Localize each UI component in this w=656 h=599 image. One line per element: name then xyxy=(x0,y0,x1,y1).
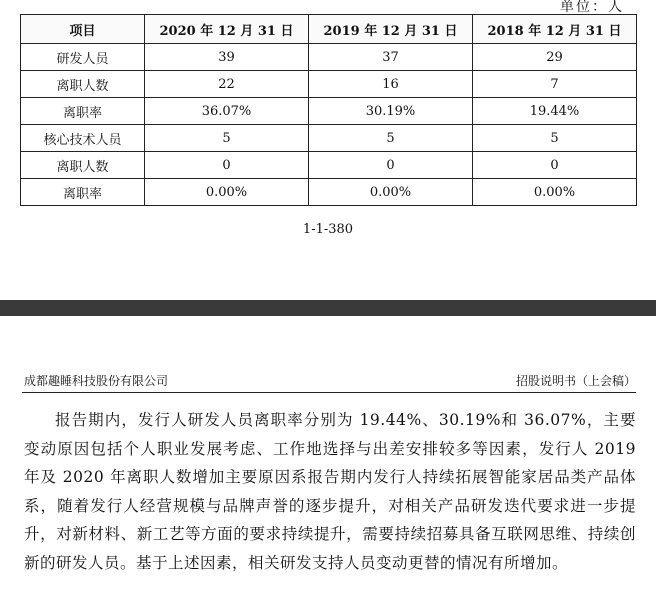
table-row xyxy=(21,44,637,71)
cell-value: 22 xyxy=(145,71,309,98)
row-label: 离职率 xyxy=(21,98,145,125)
cell-value: 19.44% xyxy=(472,98,636,125)
table-row xyxy=(21,125,637,152)
cell-value: 16 xyxy=(309,71,473,98)
header-divider xyxy=(22,392,636,393)
row-label: 研发人员 xyxy=(21,44,145,71)
cell-value: 0 xyxy=(472,152,636,179)
cell-value: 0.00% xyxy=(309,179,473,206)
staff-table xyxy=(20,14,637,206)
cell-value: 5 xyxy=(309,125,473,152)
page-separator xyxy=(0,300,656,316)
cell-value: 30.19% xyxy=(309,98,473,125)
header-item: 项目 xyxy=(21,15,145,44)
table-row xyxy=(21,179,637,206)
page-number: 1-1-380 xyxy=(302,222,354,237)
row-label: 离职人数 xyxy=(21,71,145,98)
row-label: 离职率 xyxy=(21,179,145,206)
body-paragraph: 报告期内，发行人研发人员离职率分别为 19.44%、30.19%和 36.07%，主要变动原因包括个人职业发展考虑、工作地选择与出差安排较多等因素，发行人 2019 年及 2020 年离职人数增加主要原因系报告期内发行人持续拓展智能家居品类产品体系，随着发行人经营规模与品牌声誉的逐步提升，对相关产品研发迭代要求进一步提升，对新材料、新工艺等方面的要求持续提升，需要持续招募具备互联网思维、持续创新的研发人员。基于上述因素，相关研发支持人员变动更替的情况有所增加。 xyxy=(24,411,636,572)
cell-value: 0 xyxy=(145,152,309,179)
cell-value: 29 xyxy=(472,44,636,71)
cell-value: 37 xyxy=(309,44,473,71)
table-row xyxy=(21,71,637,98)
unit-note: 单位：人 xyxy=(560,0,624,15)
table-row xyxy=(21,152,637,179)
cell-value: 0.00% xyxy=(145,179,309,206)
cell-value: 7 xyxy=(472,71,636,98)
table-row xyxy=(21,98,637,125)
row-label: 离职人数 xyxy=(21,152,145,179)
cell-value: 0 xyxy=(309,152,473,179)
row-label: 核心技术人员 xyxy=(21,125,145,152)
cell-value: 5 xyxy=(472,125,636,152)
cell-value: 39 xyxy=(145,44,309,71)
cell-value: 0.00% xyxy=(472,179,636,206)
cell-value: 5 xyxy=(145,125,309,152)
running-header-company: 成都趣睡科技股份有限公司 xyxy=(24,374,169,388)
header-2019: 2019 年 12 月 31 日 xyxy=(309,15,473,44)
running-header-document: 招股说明书（上会稿） xyxy=(515,374,636,388)
header-2018: 2018 年 12 月 31 日 xyxy=(472,15,636,44)
header-2020: 2020 年 12 月 31 日 xyxy=(145,15,309,44)
cell-value: 36.07% xyxy=(145,98,309,125)
table-header-row xyxy=(21,15,637,44)
